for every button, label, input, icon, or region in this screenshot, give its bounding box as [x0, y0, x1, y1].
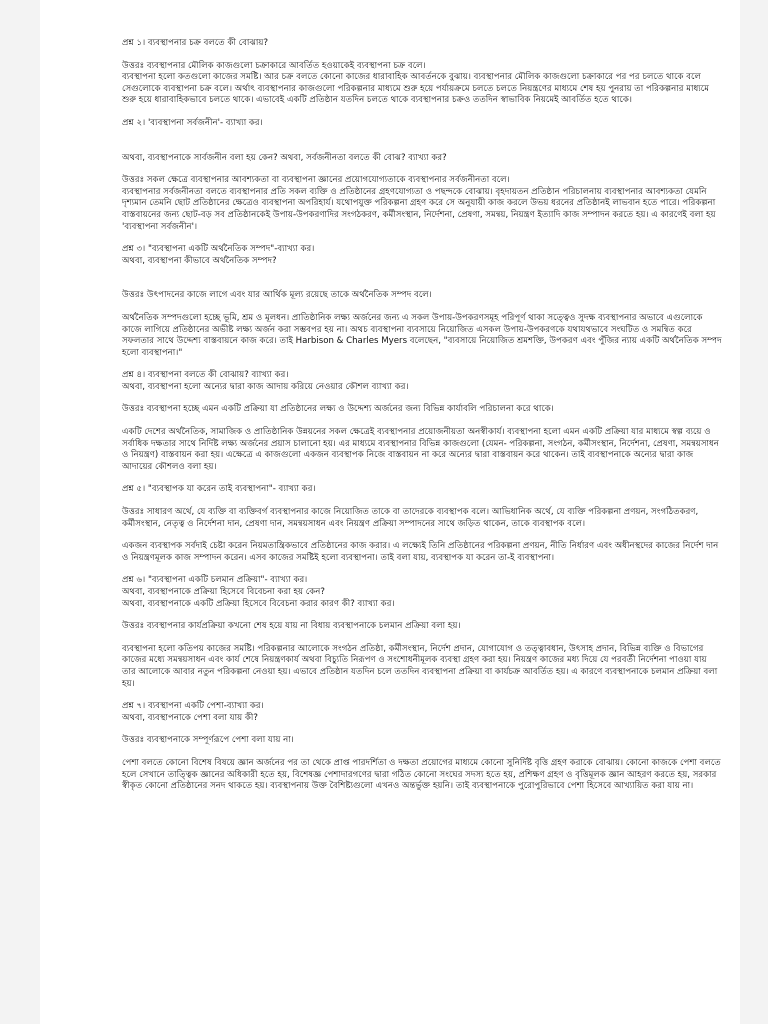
answer-5-definition: উত্তরঃ সাধারণ অর্থে, যে ব্যক্তি বা ব্যক্তিবর্গ ব্যবস্থাপনার কাজে নিয়োজিত তাকে বা তাদেরকে ব্যবস্থাপক বলে। আভিধানিক অর্থে, যে ব্যক্তি পরিকল্পনা প্রণয়ন, সংগঠিতকরণ, কর্মীসংস্থান, নেতৃত্ব ও নির্দেশনা দান, প্রেষণা দান, সমন্বয়সাধন এবং নিয়ন্ত্রণ প্রক্রিয়া সম্পাদনের সাথে জড়িত থাকেন, তাকে ব্যবস্থাপক বলে।	[122, 507, 699, 529]
document-page	[40, 0, 740, 1024]
answer-6-definition: উত্তরঃ ব্যবস্থাপনার কার্যপ্রক্রিয়া কখনো শেষ হয়ে যায় না বিধায় ব্যবস্থাপনাকে চলমান প্রক্রিয়া বলা হয়।	[122, 621, 461, 632]
question-2-heading: প্রশ্ন ২। 'ব্যবস্থাপনা সর্বজনীন'- ব্যাখ্যা কর।	[122, 117, 263, 128]
document-body	[122, 38, 722, 793]
answer-1-paragraph: ব্যবস্থাপনা হলো কতগুলো কাজের সমষ্টি। আর চক্র বলতে কোনো কাজের ধারাবাহিক আবর্তনকে বুঝায়। ব্যবস্থাপনার মৌলিক কাজগুলো চক্রাকারে পর পর চলতে থাকে বলে সেগুলোকে ব্যবস্থাপনা চক্র বলে। অর্থাৎ ব্যবস্থাপনার কাজগুলো পরিকল্পনার মাধ্যমে শুরু হয়ে পর্যায়ক্রমে চলতে চলতে নিয়ন্ত্রণের মাধ্যমে শেষ হয় পুনরায় তা পরিকল্পনার মাধ্যমে শুরু হয়ে ধারাবাহিকভাবে চলতে থাকে। এভাবেই একটি প্রতিষ্ঠান যতদিন চলতে থাকে ব্যবস্থাপনার চক্রও ততদিন স্বাভাবিক নিয়মেই আবর্তিত হতে থাকে।	[122, 72, 710, 106]
answer-2-paragraph: ব্যবস্থাপনার সর্বজনীনতা বলতে ব্যবস্থাপনার প্রতি সকল ব্যক্তি ও প্রতিষ্ঠানের গ্রহণযোগ্যতা ও পছন্দকে বোঝায়। বৃহদায়তন প্রতিষ্ঠান পরিচালনায় ব্যবস্থাপনার আবশ্যকতা যেমনি দৃশ্যমান তেমনি ছোট প্রতিষ্ঠানের ক্ষেত্রেও ব্যবস্থাপনা অপরিহার্য। যথোপযুক্ত পরিকল্পনা গ্রহণ করে সে অনুযায়ী কাজ করলে উভয় ধরনের প্রতিষ্ঠানই লাভবান হতে পারে। পরিকল্পনা বাস্তবায়নের জন্য ছোট-বড় সব প্রতিষ্ঠানকেই উপায়-উপকরণাদির সংগঠকরণ, কর্মীসংস্থান, নির্দেশনা, প্রেষণা, সমন্বয়, নিয়ন্ত্রণ ইত্যাদি কাজ সম্পাদন করতে হয়। এ কারণেই বলা হয় 'ব্যবস্থাপনা সর্বজনীন'।	[122, 186, 716, 232]
question-3-alternate: অথবা, ব্যবস্থাপনা কীভাবে অর্থনৈতিক সম্পদ?	[122, 255, 277, 266]
answer-3-paragraph: অর্থনৈতিক সম্পদগুলো হচ্ছে ভূমি, শ্রম ও মূলধন। প্রাতিষ্ঠানিক লক্ষ্য অর্জনের জন্য এ সকল উপায়-উপকরণসমূহ পরিপূর্ণ থাকা সত্ত্বেও সুদক্ষ ব্যবস্থাপনার অভাবে এগুলোকে কাজে লাগিয়ে প্রতিষ্ঠানের অভীষ্ট লক্ষ্য অর্জন করা সম্ভবপর হয় না। অথচ ব্যবস্থাপনা ব্যবসায়ে নিয়োজিত এসকল উপায়-উপকরণকে যথাযথভাবে সংঘটিত ও সমন্বিত করে সফলতার সাথে উদ্দেশ্য বাস্তবায়নে কাজ করে। তাই Harbison & Charles Myers বলেছেন, "ব্যবসায়ে নিয়োজিত শ্রমশক্তি, উপকরণ এবং পুঁজির ন্যায় একটি অর্থনৈতিক সম্পদ হলো ব্যবস্থাপনা।"	[122, 312, 722, 358]
answer-5-paragraph: একজন ব্যবস্থাপক সর্বদাই চেষ্টা করেন নিয়মতান্ত্রিকভাবে প্রতিষ্ঠানের কাজ করার। এ লক্ষ্যেই তিনি প্রতিষ্ঠানের পরিকল্পনা প্রণয়ন, নীতি নির্ধারণ এবং অধীনস্থদের কাজের নির্দেশ দান ও নিয়ন্ত্রণমূলক কাজ সম্পাদন করেন। এসব কাজের সমষ্টিই হলো ব্যবস্থাপনা। তাই বলা যায়, ব্যবস্থাপক যা করেন তা-ই ব্যবস্থাপনা।	[122, 541, 719, 563]
question-4-alternate: অথবা, ব্যবস্থাপনা হলো অন্যের দ্বারা কাজ আদায় করিয়ে নেওয়ার কৌশল ব্যাখ্যা কর।	[122, 381, 409, 392]
question-5-heading: প্রশ্ন ৫। "ব্যবস্থাপক যা করেন তাই ব্যবস্থাপনা"- ব্যাখ্যা কর।	[122, 484, 316, 495]
question-6-heading: প্রশ্ন ৬। "ব্যবস্থাপনা একটি চলমান প্রক্রিয়া"- ব্যাখ্যা কর।	[122, 575, 308, 586]
question-6-alternate-1: অথবা, ব্যবস্থাপনাকে প্রক্রিয়া হিসেবে বিবেচনা করা হয় কেন?	[122, 587, 325, 597]
question-2-alternate: অথবা, ব্যবস্থাপনাকে সার্বজনীন বলা হয় কেন? অথবা, সর্বজনীনতা বলতে কী বোঝ? ব্যাখ্যা কর?	[122, 152, 447, 163]
answer-7-paragraph: পেশা বলতে কোনো বিশেষ বিষয়ে জ্ঞান অর্জনের পর তা থেকে প্রাপ্ত পারদর্শিতা ও দক্ষতা প্রয়োগের মাধ্যমে কোনো সুনির্দিষ্ট বৃত্তি গ্রহণ করাকে বোঝায়। কোনো কাজকে পেশা বলতে হলে সেখানে তাত্ত্বিক জ্ঞানের অধিকারী হতে হয়, বিশেষজ্ঞ পেশাদারগণের দ্বারা গঠিত কোনো সংঘের সদস্য হতে হয়, প্রশিক্ষণ গ্রহণ ও বৃত্তিমূলক জ্ঞান আহরণ করতে হয়, সরকার স্বীকৃত কোনো প্রতিষ্ঠানের সনদ থাকতে হয়। ব্যবস্থাপনায় উক্ত বৈশিষ্ট্যগুলো এখনও অন্তর্ভুক্ত হয়নি। তাই ব্যবস্থাপনাকে পুরোপুরিভাবে পেশা হিসেবে আখ্যায়িত করা যায় না।	[122, 757, 721, 792]
question-7-alternate: অথবা, ব্যবস্থাপনাকে পেশা বলা যায় কী?	[122, 712, 258, 723]
question-1-heading: প্রশ্ন ১। ব্যবস্থাপনার চক্র বলতে কী বোঝায়?	[122, 38, 269, 48]
question-4-heading: প্রশ্ন ৪। ব্যবস্থাপনা বলতে কী বোঝায়? ব্যাখ্যা কর।	[122, 370, 289, 381]
answer-4-paragraph: একটি দেশের অর্থনৈতিক, সামাজিক ও প্রাতিষ্ঠানিক উন্নয়নের সকল ক্ষেত্রেই ব্যবস্থাপনার প্রয়োজনীয়তা অনস্বীকার্য। ব্যবস্থাপনা হলো এমন একটি প্রক্রিয়া যার মাধ্যমে স্বল্প ব্যয়ে ও সর্বাধিক দক্ষতার সাথে নির্দিষ্ট লক্ষ্য অর্জনের প্রয়াস চালানো হয়। এর মাধ্যমে ব্যবস্থাপনার বিভিন্ন কাজগুলো (যেমন- পরিকল্পনা, সংগঠন, কর্মীসংস্থান, নির্দেশনা, প্রেষণা, সমন্বয়সাধন ও নিয়ন্ত্রণ) বাস্তবায়ন করা হয়। এক্ষেত্রে এ কাজগুলো একজন ব্যবস্থাপক নিজে বাস্তবায়ন না করে অন্যের দ্বারা বাস্তবায়ন করে থাকেন। তাই ব্যবস্থাপনাকে অন্যের দ্বারা কাজ আদায়ের কৌশলও বলা হয়।	[122, 427, 719, 472]
answer-3-definition: উত্তরঃ উৎপাদনের কাজে লাগে এবং যার আর্থিক মূল্য রয়েছে তাকে অর্থনৈতিক সম্পদ বলে।	[122, 290, 432, 301]
answer-7-definition: উত্তরঃ ব্যবস্থাপনাকে সম্পূর্ণরূপে পেশা বলা যায় না।	[122, 735, 294, 746]
question-3-heading: প্রশ্ন ৩। "ব্যবস্থাপনা একটি অর্থনৈতিক সম্পদ"-ব্যাখ্যা কর।	[122, 244, 315, 255]
answer-6-paragraph: ব্যবস্থাপনা হলো কতিপয় কাজের সমষ্টি। পরিকল্পনার আলোকে সংগঠন প্রতিষ্ঠা, কর্মীসংস্থান, নির্দেশ প্রদান, যোগাযোগ ও তত্ত্বাবধান, উৎসাহ প্রদান, বিভিন্ন ব্যক্তি ও বিভাগের কাজের মধ্যে সমন্বয়সাধন এবং কার্য শেষে নিয়ন্ত্রণকার্য অথবা বিচ্যুতি নিরূপণ ও সংশোধনীমূলক ব্যবস্থা গ্রহণ করা হয়। নিয়ন্ত্রণ কাজের মধ্য দিয়ে যে পরবর্তী নির্দেশনা পাওয়া যায় তার আলোকে আবার নতুন পরিকল্পনা নেওয়া হয়। এভাবে প্রতিষ্ঠান যতদিন চলে ততদিন ব্যবস্থাপনা প্রক্রিয়া বা কার্যচক্র আবর্তিত হয়। এ কারণে ব্যবস্থাপনাকে চলমান প্রক্রিয়া বলা হয়।	[122, 643, 718, 689]
answer-1-definition: উত্তরঃ ব্যবস্থাপনার মৌলিক কাজগুলো চক্রাকারে আবর্তিত হওয়াকেই ব্যবস্থাপনা চক্র বলে।	[122, 60, 426, 71]
answer-4-definition: উত্তরঃ ব্যবস্থাপনা হচ্ছে এমন একটি প্রক্রিয়া যা প্রতিষ্ঠানের লক্ষ্য ও উদ্দেশ্য অর্জনের জন্য বিভিন্ন কার্যাবলি পরিচালনা করে থাকে।	[122, 404, 554, 415]
question-6-alternate-2: অথবা, ব্যবস্থাপনাকে একটি প্রক্রিয়া হিসেবে বিবেচনা করার কারণ কী? ব্যাখ্যা কর।	[122, 598, 395, 609]
answer-2-definition: উত্তরঃ সকল ক্ষেত্রে ব্যবস্থাপনার আবশ্যকতা বা ব্যবস্থাপনা জ্ঞানের প্রয়োগযোগ্যতাকে ব্যবস্থাপনার সর্বজনীনতা বলে।	[122, 175, 510, 186]
question-7-heading: প্রশ্ন ৭। ব্যবস্থাপনা একটি পেশা-ব্যাখ্যা কর।	[122, 701, 264, 712]
